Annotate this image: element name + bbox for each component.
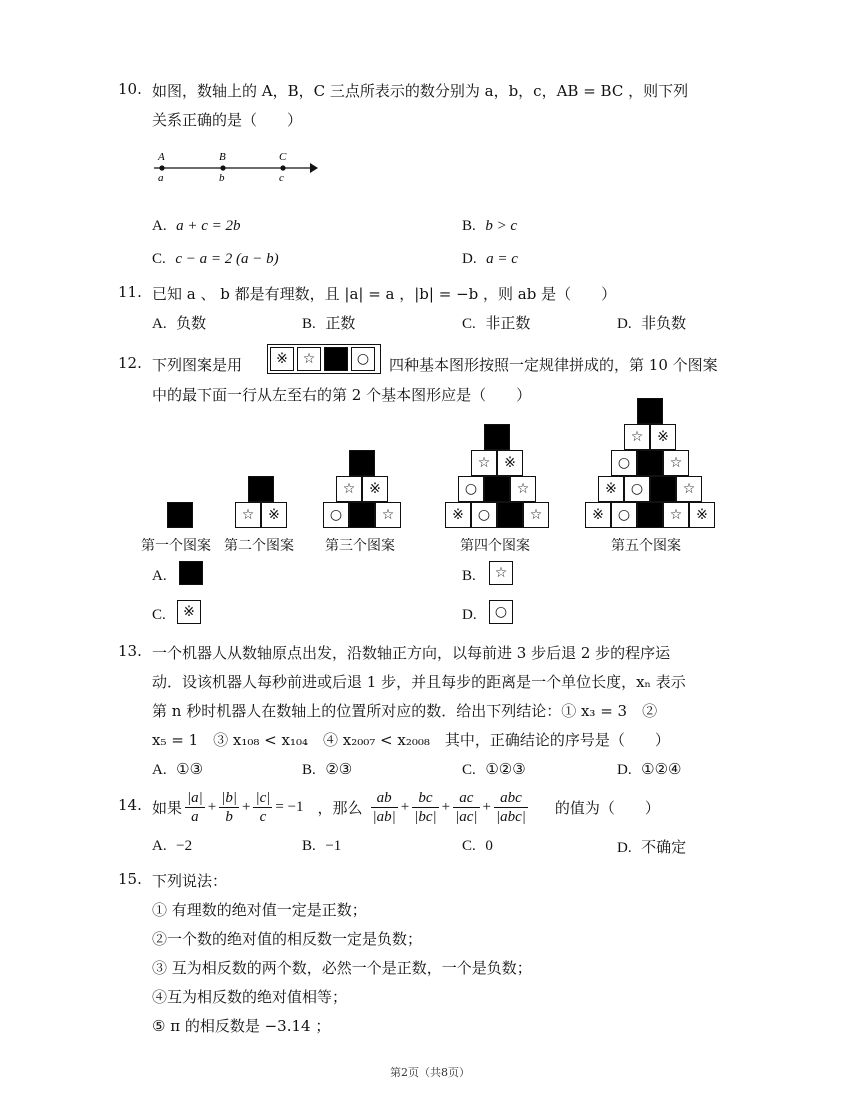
pattern-5-tile: ※: [585, 502, 611, 528]
q12-option-b-tile: ☆: [489, 561, 513, 585]
point-c-dot: [280, 165, 285, 170]
basic-tile-2: ☆: [297, 347, 321, 371]
pattern-4-tile: ○: [471, 502, 497, 528]
pattern-5-tile: ※: [650, 424, 676, 450]
pattern-3-tile: ○: [323, 502, 349, 528]
q10-stem-line1: 如图，数轴上的 A，B，C 三点所表示的数分别为 a，b，c，AB = BC ，则下列: [152, 82, 689, 100]
q11-option-d: D. 非负数: [617, 314, 687, 332]
q15-statement-3: ③ 互为相反数的两个数，必然一个是正数，一个是负数；: [152, 959, 532, 977]
pattern-5-tile: ☆: [624, 424, 650, 450]
pattern-4-tile: [497, 502, 523, 528]
q15-statement-4: ④互为相反数的绝对值相等；: [152, 988, 348, 1006]
pattern-5-tile: ○: [611, 450, 637, 476]
q14-stem: 如果 $\frac{|a|}{a}$ + $\frac{|b|}{b}$ + $\frac{|c|}{c}$ = −1 ，那么 $\frac{ab}{|ab|}$ + $\frac{bc}{|bc|}$ + $\frac{ac}{|ac|}$ + $\frac{\text{abc}}{\text{|abc|}}$ 的值为（ ）: [152, 789, 660, 825]
q10-stem-line2: 关系正确的是（ ）: [152, 111, 303, 129]
frac-abs-a-over-a: $\frac{|a|}{a}$: [187, 789, 203, 825]
pattern-5-tile: [637, 502, 663, 528]
q14-option-c: C. 0: [462, 838, 493, 854]
pattern-4-tile: ※: [497, 450, 523, 476]
q13-option-a: A. ①③: [152, 760, 204, 778]
frac-abs-c-over-c: $\frac{|c|}{c}$: [255, 789, 271, 825]
pattern-5-tile: [650, 476, 676, 502]
pattern-4-tile: ☆: [523, 502, 549, 528]
page-footer: 第2页（共8页）: [390, 1066, 470, 1079]
pattern-5-tile: ○: [611, 502, 637, 528]
frac-abc: $\frac{\text{abc}}{\text{|abc|}}$: [496, 789, 526, 825]
q15-statement-5: ⑤ π 的相反数是 −3.14 ；: [152, 1017, 331, 1035]
q15-title: 下列说法：: [152, 872, 228, 890]
pattern-2-tile: [248, 476, 274, 502]
frac-abs-b-over-b: $\frac{|b|}{b}$: [221, 789, 237, 825]
pattern-5-tile: [637, 450, 663, 476]
q15-statement-2: ②一个数的绝对值的相反数一定是负数；: [152, 930, 423, 948]
q12-option-c-tile: ※: [177, 600, 201, 624]
pattern-3-tile: ☆: [336, 476, 362, 502]
q12-option-a-label: A.: [152, 568, 167, 584]
pattern-5-tile: ※: [689, 502, 715, 528]
q11-number: 11.: [118, 283, 142, 301]
q10-option-c: C. c − a = 2 (a − b): [152, 251, 279, 267]
q12-option-d-label: D.: [462, 607, 477, 623]
frac-ab: $\frac{ab}{|ab|}$: [372, 789, 396, 825]
point-b-label: B: [219, 151, 226, 163]
basic-tile-1: ※: [270, 347, 294, 371]
q11-stem: 已知 a 、 b 都是有理数，且 |a| = a ，|b| = −b ，则 ab 是（ ）: [152, 285, 617, 303]
q12-option-a-tile: [179, 561, 203, 585]
pattern-4-tile: [484, 476, 510, 502]
q13-stem-line4: x₅ = 1 ③ x₁₀₈ < x₁₀₄ ④ x₂₀₀₇ < x₂₀₀₈ 其中，正确结论的序号是（ ）: [152, 731, 670, 749]
pattern-4-tile: ☆: [471, 450, 497, 476]
pattern-2-tile: ※: [261, 502, 287, 528]
q12-option-d-tile: ○: [489, 600, 513, 624]
pattern-2-tile: ☆: [235, 502, 261, 528]
basic-tiles-strip: [267, 344, 381, 374]
q13-option-d: D. ①②④: [617, 760, 682, 778]
point-b-dot: [220, 165, 225, 170]
q12-option-c-label: C.: [152, 607, 166, 623]
q13-option-b: B. ②③: [302, 760, 353, 778]
q14-option-d: D. 不确定: [617, 838, 687, 856]
q12-option-b-label: B.: [462, 568, 476, 584]
q13-number: 13.: [118, 642, 142, 660]
q10-number: 10.: [118, 80, 142, 98]
q13-stem-line3: 第 n 秒时机器人在数轴上的位置所对应的数．给出下列结论：① x₃ = 3 ②: [152, 702, 658, 720]
q14-number: 14.: [118, 796, 142, 814]
q11-option-c: C. 非正数: [462, 314, 531, 332]
pattern-4-tile: ☆: [510, 476, 536, 502]
pattern-1-tile: [167, 502, 193, 528]
caption-pattern-3: 第三个图案: [325, 538, 395, 554]
q14-option-b: B. −1: [302, 838, 342, 854]
point-a-value: a: [158, 172, 164, 184]
q15-number: 15.: [118, 870, 142, 888]
q12-stem-line1-pre: 下列图案是用: [152, 356, 243, 374]
q12-stem-line2: 中的最下面一行从左至右的第 2 个基本图形应是（ ）: [152, 386, 532, 404]
number-line-arrow: [310, 163, 318, 173]
point-c-value: c: [279, 172, 284, 184]
point-b-value: b: [219, 172, 225, 184]
q12-stem-line1-post: 四种基本图形按照一定规律拼成的，第 10 个图案: [389, 356, 718, 374]
pattern-3-tile: [349, 502, 375, 528]
pattern-5-tile: ☆: [676, 476, 702, 502]
caption-pattern-4: 第四个图案: [460, 538, 530, 554]
q13-stem-line1: 一个机器人从数轴原点出发，沿数轴正方向，以每前进 3 步后退 2 步的程序运: [152, 644, 671, 662]
q11-option-a: A. 负数: [152, 314, 207, 332]
q13-option-c: C. ①②③: [462, 760, 526, 778]
q13-stem-line2: 动．设该机器人每秒前进或后退 1 步，并且每步的距离是一个单位长度，xₙ 表示: [152, 673, 686, 691]
basic-tile-3: [324, 347, 348, 371]
frac-ac: $\frac{ac}{|ac|}$: [455, 789, 478, 825]
caption-pattern-2: 第二个图案: [224, 538, 294, 554]
pattern-4-tile: ※: [445, 502, 471, 528]
number-line-figure: [150, 148, 320, 188]
pattern-5-tile: ☆: [663, 502, 689, 528]
point-a-label: A: [158, 151, 165, 163]
frac-bc: $\frac{bc}{|bc|}$: [414, 789, 437, 825]
basic-tile-4: ○: [351, 347, 375, 371]
caption-pattern-5: 第五个图案: [611, 538, 681, 554]
pattern-4-tile: ○: [458, 476, 484, 502]
q11-option-b: B. 正数: [302, 314, 356, 332]
pattern-5-tile: [637, 398, 663, 424]
pattern-5-tile: ☆: [663, 450, 689, 476]
q15-statement-1: ① 有理数的绝对值一定是正数；: [152, 901, 367, 919]
pattern-3-tile: [349, 450, 375, 476]
point-c-label: C: [279, 151, 287, 163]
q14-option-a: A. −2: [152, 838, 193, 854]
point-a-dot: [159, 165, 164, 170]
q10-option-b: B. b > c: [462, 218, 518, 234]
pattern-3-tile: ※: [362, 476, 388, 502]
q10-option-d: D. a = c: [462, 251, 518, 267]
caption-pattern-1: 第一个图案: [141, 538, 211, 554]
q12-number: 12.: [118, 354, 142, 372]
pattern-4-tile: [484, 424, 510, 450]
pattern-3-tile: ☆: [375, 502, 401, 528]
pattern-5-tile: ※: [598, 476, 624, 502]
pattern-5-tile: ○: [624, 476, 650, 502]
q10-option-a: A. a + c = 2b: [152, 218, 241, 234]
